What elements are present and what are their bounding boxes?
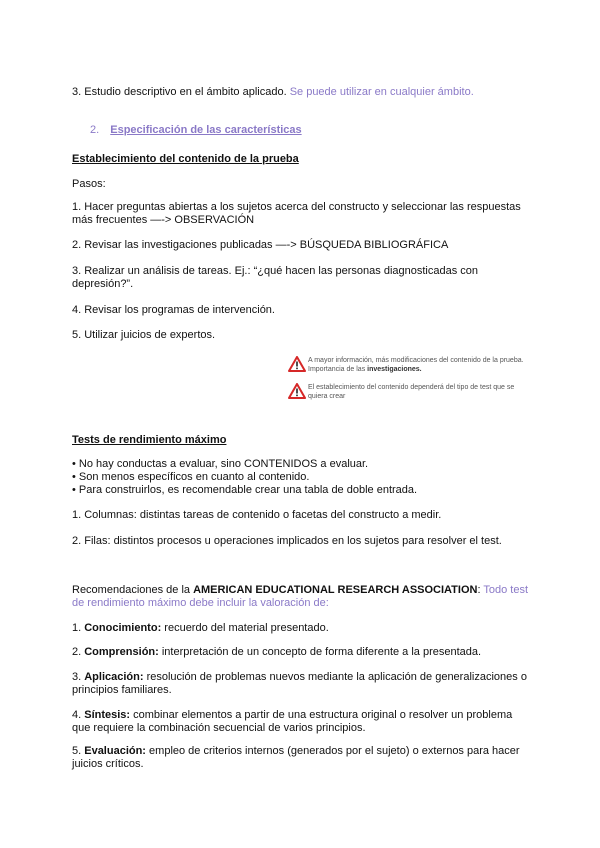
recomendaciones-intro: Recomendaciones de la AMERICAN EDUCATIONAL RESEARCH ASSOCIATION: Todo test de rendimiento máximo debe incluir la valoración de: xyxy=(72,584,529,609)
recomendacion-item: 5. Evaluación: empleo de criterios internos (generados por el sujeto) o externos para hacer juicios críticos. xyxy=(72,745,520,770)
step-item: 2. Revisar las investigaciones publicadas —-> BÚSQUEDA BIBLIOGRÁFICA xyxy=(72,239,449,251)
recomendacion-item: 2. Comprensión: interpretación de un concepto de forma diferente a la presentada. xyxy=(72,646,482,658)
tests-item-2: 2. Filas: distintos procesos u operaciones implicados en los sujetos para resolver el test. xyxy=(72,535,502,547)
bullet-item: • Para construirlos, es recomendable crear una tabla de doble entrada. xyxy=(72,484,418,496)
warning-icon xyxy=(288,356,306,372)
step-item: 3. Realizar un análisis de tareas. Ej.: “¿qué hacen las personas diagnosticadas con depresión?”. xyxy=(72,265,479,290)
intro-text: 3. Estudio descriptivo en el ámbito aplicado. xyxy=(72,86,287,98)
tests-heading: Tests de rendimiento máximo xyxy=(72,434,227,446)
recomendacion-item: 3. Aplicación: resolución de problemas nuevos mediante la aplicación de generalizaciones o principios familiares. xyxy=(72,671,527,696)
section-title: Especificación de las características xyxy=(110,124,302,136)
warning-icon xyxy=(288,383,306,399)
establecimiento-heading: Establecimiento del contenido de la prueba xyxy=(72,153,299,165)
recomendacion-item: 4. Síntesis: combinar elementos a partir de una estructura original o resolver un problema que requiere la combinación secuencial de varios principios. xyxy=(72,709,513,734)
bullet-item: • Son menos específicos en cuanto al contenido. xyxy=(72,471,310,483)
warning-1-bold: investigaciones. xyxy=(367,366,422,373)
section-2-heading xyxy=(90,124,302,136)
section-number: 2. xyxy=(90,124,100,136)
bullet-item: • No hay conductas a evaluar, sino CONTENIDOS a evaluar. xyxy=(72,458,369,470)
warning-1-text: A mayor información, más modificaciones del contenido de la prueba. Importancia de las xyxy=(308,357,524,373)
tests-item-1: 1. Columnas: distintas tareas de contenido o facetas del constructo a medir. xyxy=(72,509,442,521)
intro-note: Se puede utilizar en cualquier ámbito. xyxy=(289,86,474,98)
warning-2-text: El establecimiento del contenido dependerá del tipo de test que se quiera crear xyxy=(308,384,515,400)
step-item: 5. Utilizar juicios de expertos. xyxy=(72,329,216,341)
step-item: 1. Hacer preguntas abiertas a los sujetos acerca del constructo y seleccionar las respuestas más frecuentes —-> OBSERVACIÓN xyxy=(72,201,521,226)
step-item: 4. Revisar los programas de intervención. xyxy=(72,304,275,316)
org-name: AMERICAN EDUCATIONAL RESEARCH ASSOCIATION xyxy=(193,584,478,596)
warning-note-2 xyxy=(288,383,533,401)
recomendaciones-note: Todo test de rendimiento máximo debe incluir la valoración de: xyxy=(72,584,529,609)
recomendacion-item: 1. Conocimiento: recuerdo del material presentado. xyxy=(72,622,329,634)
pasos-label: Pasos: xyxy=(72,178,106,190)
intro-line xyxy=(72,86,532,99)
warning-note-1 xyxy=(288,356,533,374)
